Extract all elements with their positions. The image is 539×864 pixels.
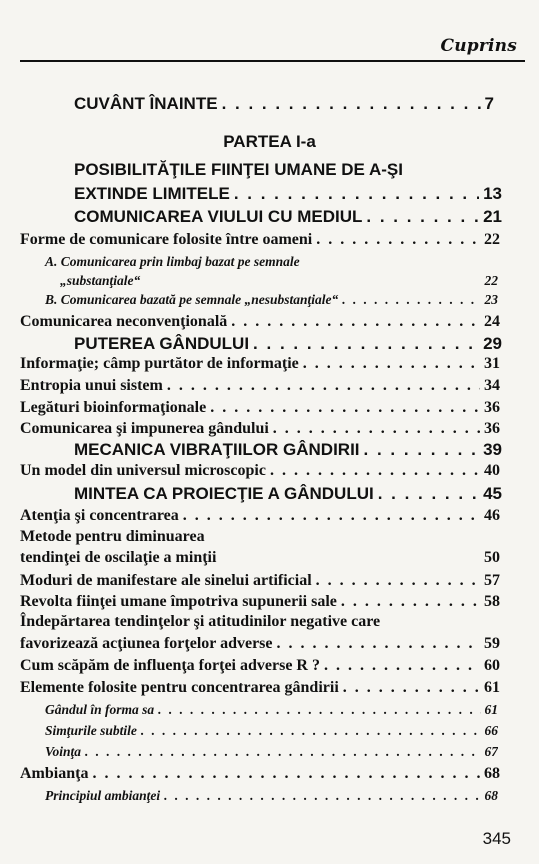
- toc-entry-text: B. Comunicarea bazată pe semnale „nesubstanţiale“: [45, 292, 339, 307]
- toc-page-number: 39: [483, 440, 502, 459]
- toc-leader-dots: [81, 744, 480, 760]
- toc-leader-dots: [312, 231, 480, 249]
- toc-entry-text: COMUNICAREA VIULUI CU MEDIUL: [74, 207, 363, 226]
- page-number: 345: [482, 829, 511, 848]
- toc-leader-dots: [337, 593, 480, 611]
- toc-chapter-3: [74, 334, 502, 354]
- toc-page-number: 36: [484, 420, 500, 437]
- toc-page-number: 60: [484, 657, 500, 674]
- toc-sub-a: [60, 273, 498, 289]
- toc-entry-text: EXTINDE LIMITELE: [74, 184, 230, 203]
- toc-entry-indepartarea: [20, 635, 500, 653]
- toc-chapter-5: [74, 484, 502, 504]
- toc-sub-b: [45, 292, 498, 308]
- toc-entry-simturile: [45, 723, 498, 739]
- toc-entry-legaturi: [20, 399, 500, 417]
- toc-entry-cuvant: [74, 94, 494, 114]
- toc-page-number: 13: [483, 184, 502, 203]
- header-rule: [20, 60, 525, 62]
- toc-leader-dots: [179, 507, 480, 525]
- toc-entry-model: [20, 462, 500, 480]
- toc-entry-text: Atenţia şi concentrarea: [20, 507, 179, 524]
- toc-entry-text: MECANICA VIBRAŢIILOR GÂNDIRII: [74, 440, 360, 459]
- toc-page-number: 29: [483, 334, 502, 353]
- toc-page-number: 22: [484, 273, 498, 288]
- toc-page-number: 66: [484, 723, 498, 738]
- toc-leader-dots: [266, 462, 480, 480]
- toc-page-number: 22: [484, 231, 500, 248]
- toc-metode-line1: Metode pentru diminuarea: [20, 528, 205, 545]
- toc-indepartarea-line1: Îndepărtarea tendinţelor şi atitudinilor negative care: [20, 613, 381, 630]
- toc-entry-ambianta: [20, 765, 500, 783]
- toc-leader-dots: [227, 313, 480, 331]
- toc-entry-text: Informaţie; câmp purtător de informaţie: [20, 355, 299, 372]
- toc-page-number: 21: [483, 207, 502, 226]
- toc-entry-text: Legături bioinformaţionale: [20, 399, 207, 416]
- toc-chapter-4: [74, 440, 502, 460]
- toc-entry-text: tendinţei de oscilaţie a minţii: [20, 549, 217, 566]
- toc-entry-entropia: [20, 377, 500, 395]
- toc-leader-dots: [374, 484, 479, 504]
- toc-entry-text: Un model din universul microscopic: [20, 462, 266, 479]
- toc-leader-dots: [320, 657, 480, 675]
- toc-entry-atentia: [20, 507, 500, 525]
- toc-page-number: 24: [484, 313, 500, 330]
- toc-page-number: 46: [484, 507, 500, 524]
- toc-sub-a-line1: A. Comunicarea prin limbaj bazat pe semnale: [45, 254, 300, 269]
- page-header-title: Cuprins: [440, 36, 517, 56]
- toc-entry-elemente: [20, 679, 500, 697]
- toc-page-number: 40: [484, 462, 500, 479]
- toc-page-number: 58: [484, 593, 500, 610]
- toc-leader-dots: [299, 355, 480, 373]
- toc-leader-dots: [362, 207, 479, 227]
- toc-leader-dots: [160, 788, 480, 804]
- part-title: PARTEA I-a: [223, 132, 316, 151]
- toc-page-number: 68: [484, 788, 498, 803]
- toc-leader-dots: [154, 702, 480, 718]
- toc-entry-text: Forme de comunicare folosite între oameni: [20, 231, 313, 248]
- toc-entry-forme: [20, 231, 500, 249]
- toc-entry-scapam: [20, 657, 500, 675]
- toc-chapter-1: [74, 184, 502, 204]
- toc-leader-dots: [273, 635, 481, 653]
- toc-page-number: 50: [484, 549, 500, 566]
- toc-entry-informatie: [20, 355, 500, 373]
- toc-leader-dots: [137, 723, 481, 739]
- toc-entry-neconventionala: [20, 313, 500, 331]
- toc-entry-text: Elemente folosite pentru concentrarea gândirii: [20, 679, 339, 696]
- toc-page-number: 59: [484, 635, 500, 652]
- toc-page-number: 68: [484, 765, 500, 782]
- toc-entry-text: „substanţiale“: [60, 273, 141, 288]
- toc-entry-text: CUVÂNT ÎNAINTE: [74, 94, 218, 113]
- toc-entry-text: Cum scăpăm de influenţa forţei adverse R ?: [20, 657, 320, 674]
- toc-entry-moduri: [20, 572, 500, 590]
- toc-entry-impunerea: [20, 420, 500, 438]
- toc-entry-text: PUTEREA GÂNDULUI: [74, 334, 250, 353]
- toc-page-number: 57: [484, 572, 500, 589]
- toc-page-number: 7: [484, 94, 494, 113]
- toc-entry-text: Ambianţa: [20, 765, 89, 782]
- toc-page-number: 61: [484, 679, 500, 696]
- toc-leader-dots: [269, 420, 480, 438]
- toc-entry-text: Comunicarea şi impunerea gândului: [20, 420, 269, 437]
- toc-entry-vointa: [45, 744, 498, 760]
- toc-entry-principiul: [45, 788, 498, 804]
- toc-leader-dots: [163, 377, 480, 395]
- toc-entry-metode: [20, 549, 500, 567]
- toc-entry-text: Gândul în forma sa: [45, 702, 155, 717]
- toc-chapter-2: [74, 207, 502, 227]
- toc-leader-dots: [88, 765, 480, 783]
- toc-entry-text: Simţurile subtile: [45, 723, 137, 738]
- toc-entry-text: favorizează acţiunea forţelor adverse: [20, 635, 273, 652]
- toc-entry-text: Entropia unui sistem: [20, 377, 163, 394]
- toc-leader-dots: [206, 399, 480, 417]
- toc-page-number: 61: [484, 702, 498, 717]
- toc-leader-dots: [230, 184, 479, 204]
- toc-chapter-1-line1: POSIBILITĂŢILE FIINŢEI UMANE DE A-ŞI: [74, 160, 403, 179]
- toc-leader-dots: [218, 94, 481, 114]
- toc-page-number: 45: [483, 484, 502, 503]
- toc-entry-text: Revolta fiinţei umane împotriva supunerii sale: [20, 593, 337, 610]
- toc-entry-text: Voinţa: [45, 744, 82, 759]
- toc-page-number: 31: [484, 355, 500, 372]
- toc-leader-dots: [360, 440, 480, 460]
- toc-entry-revolta: [20, 593, 500, 611]
- toc-page-number: 23: [484, 292, 498, 307]
- toc-leader-dots: [339, 679, 480, 697]
- toc-entry-text: Principiul ambianţei: [45, 788, 161, 803]
- toc-page-number: 67: [484, 744, 498, 759]
- toc-entry-gandul: [45, 702, 498, 718]
- toc-leader-dots: [338, 292, 480, 308]
- toc-entry-text: Moduri de manifestare ale sinelui artificial: [20, 572, 312, 589]
- toc-entry-text: MINTEA CA PROIECŢIE A GÂNDULUI: [74, 484, 374, 503]
- toc-leader-dots: [312, 572, 480, 590]
- toc-page-number: 36: [484, 399, 500, 416]
- toc-entry-text: Comunicarea neconvenţională: [20, 313, 228, 330]
- toc-page-number: 34: [484, 377, 500, 394]
- toc-leader-dots: [249, 334, 479, 354]
